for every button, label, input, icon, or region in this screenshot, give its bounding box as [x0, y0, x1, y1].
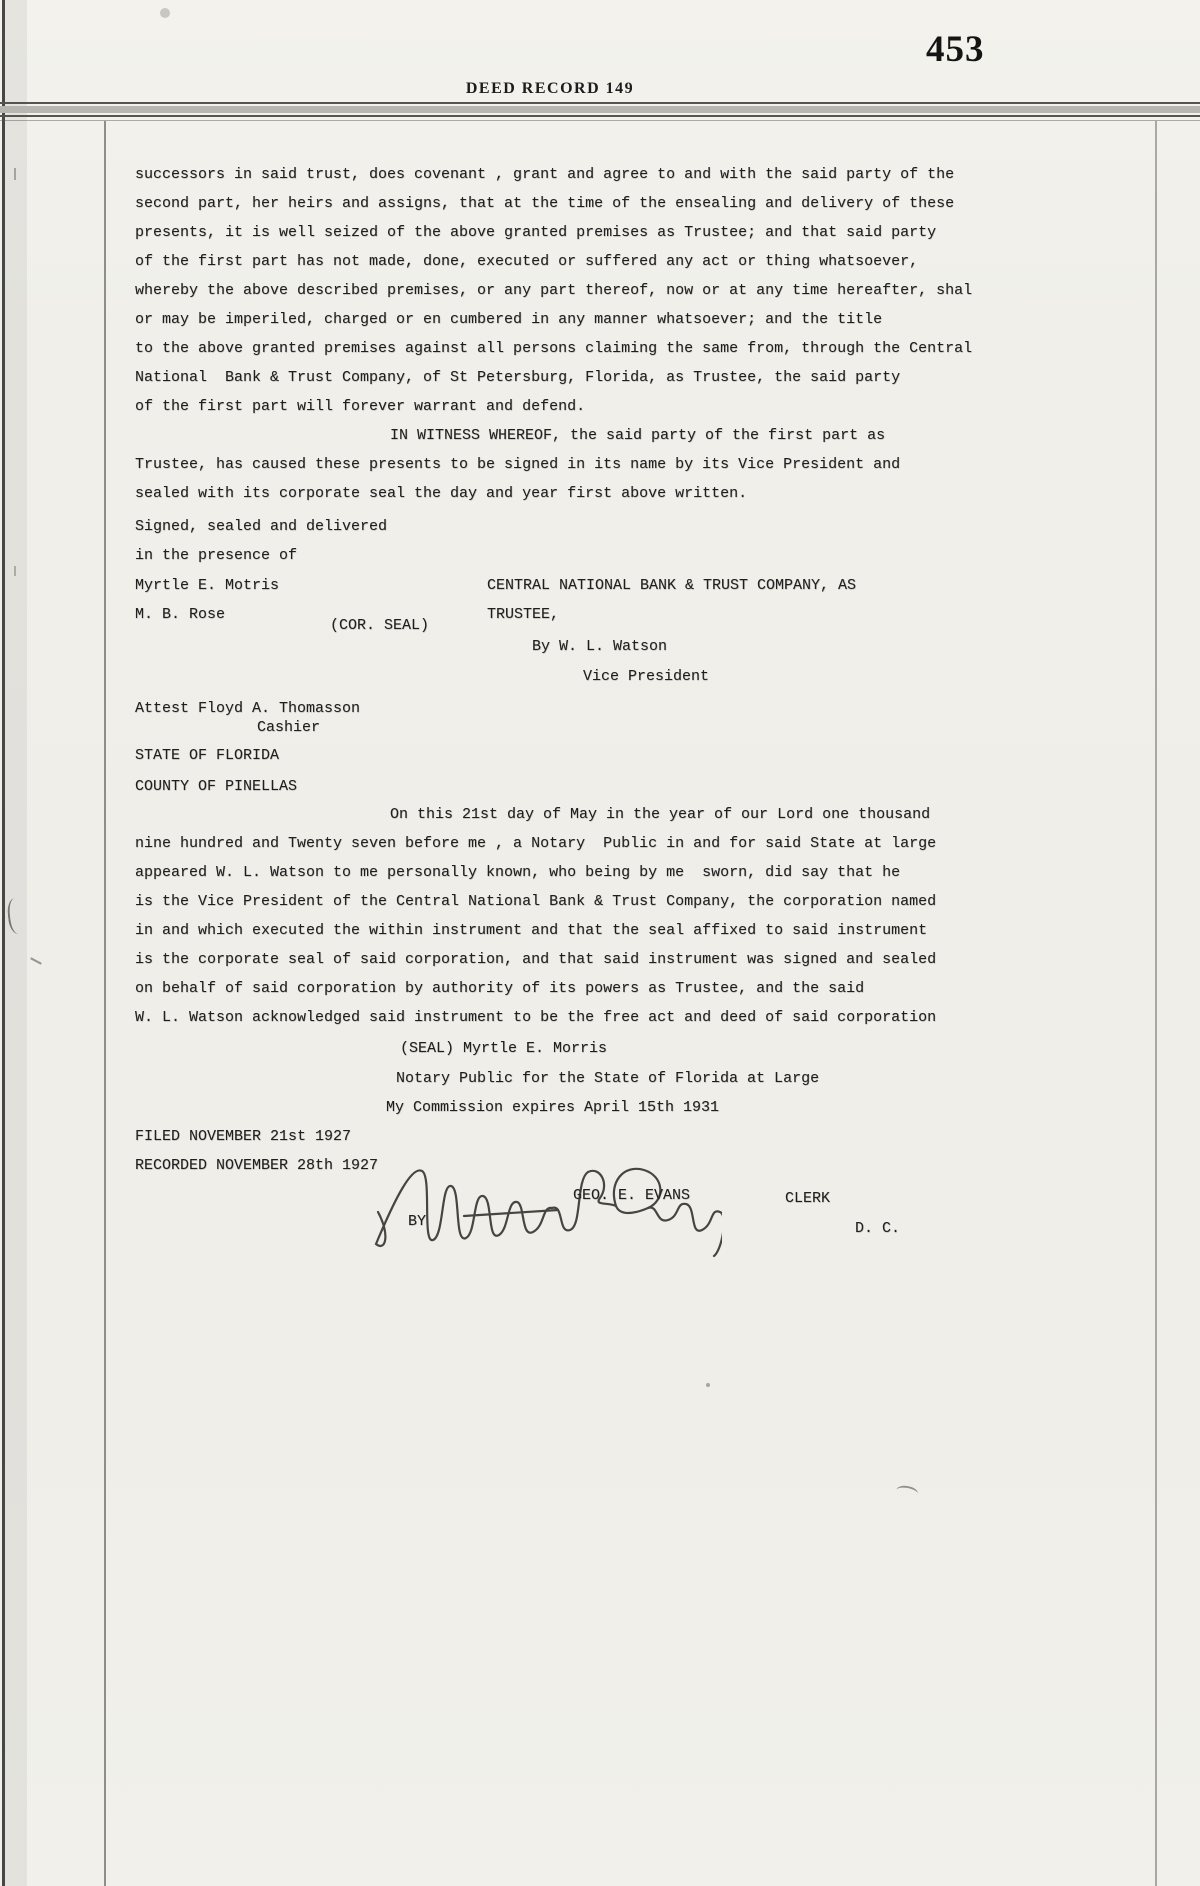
notary-block-line: appeared W. L. Watson to me personally known, who being by me sworn, did say that he [135, 864, 901, 881]
notary-block-line: W. L. Watson acknowledged said instrument to be the free act and deed of said corporation [135, 1009, 937, 1026]
witness-block-line: CENTRAL NATIONAL BANK & TRUST COMPANY, AS [487, 577, 857, 594]
deed-body-line: second part, her heirs and assigns, that at the time of the ensealing and delivery of these [135, 195, 955, 212]
deed-body-line: or may be imperiled, charged or en cumbered in any manner whatsoever; and the title [135, 311, 883, 328]
deed-body-line: of the first part will forever warrant and defend. [135, 398, 586, 415]
notary-block-line: (SEAL) Myrtle E. Morris [400, 1040, 608, 1057]
deed-body-line: presents, it is well seized of the above granted premises as Trustee; and that said party [135, 224, 937, 241]
deed-body-line: National Bank & Trust Company, of St Petersburg, Florida, as Trustee, the said party [135, 369, 901, 386]
filing-block-line: RECORDED NOVEMBER 28th 1927 [135, 1157, 379, 1174]
witness-block-line: (COR. SEAL) [330, 617, 430, 634]
notary-block-line: is the Vice President of the Central National Bank & Trust Company, the corporation named [135, 893, 937, 910]
deed-body-line: Trustee, has caused these presents to be signed in its name by its Vice President and [135, 456, 901, 473]
scan-shadow-band [5, 0, 27, 1886]
notary-block-line: nine hundred and Twenty seven before me , a Notary Public in and for said State at large [135, 835, 937, 852]
scan-artifact-smudge [160, 8, 170, 18]
deed-body-line: whereby the above described premises, or any part thereof, now or at any time hereafter, shal [135, 282, 973, 299]
running-head-title: DEED RECORD 149 [465, 80, 635, 97]
deed-body-line: IN WITNESS WHEREOF, the said party of the first part as [390, 427, 886, 444]
filing-block-line: CLERK [785, 1190, 831, 1207]
notary-block-line: STATE OF FLORIDA [135, 747, 280, 764]
witness-block-line: Signed, sealed and delivered [135, 518, 388, 535]
left-margin-rule [104, 121, 106, 1886]
filing-block-line: FILED NOVEMBER 21st 1927 [135, 1128, 352, 1145]
notary-block-line: COUNTY OF PINELLAS [135, 778, 298, 795]
scan-artifact-tick [30, 957, 42, 964]
deed-body-line: of the first part has not made, done, executed or suffered any act or thing whatsoever, [135, 253, 919, 270]
filing-block-line: BY [408, 1213, 427, 1230]
witness-block-line: TRUSTEE, [487, 606, 560, 623]
top-rule-band [0, 106, 1200, 113]
clerk-handwritten-signature-icon [372, 1162, 722, 1267]
witness-block-line: Vice President [583, 668, 710, 685]
notary-block-line: My Commission expires April 15th 1931 [386, 1099, 720, 1116]
witness-block-line: M. B. Rose [135, 606, 226, 623]
witness-block-line: Cashier [257, 719, 321, 736]
top-rule-lower [0, 115, 1200, 117]
filing-block-line: D. C. [855, 1220, 901, 1237]
scan-artifact-tick [14, 168, 16, 180]
notary-block-line: On this 21st day of May in the year of our Lord one thousand [390, 806, 931, 823]
notary-block-line: is the corporate seal of said corporation, and that said instrument was signed and sealed [135, 951, 937, 968]
right-margin-rule [1155, 121, 1157, 1886]
witness-block-line: in the presence of [135, 547, 298, 564]
top-rule-faint [0, 120, 1200, 121]
witness-block-line: Myrtle E. Motris [135, 577, 280, 594]
deed-body-line: to the above granted premises against all persons claiming the same from, through the Central [135, 340, 973, 357]
filing-block-line: GEO. E. EVANS [573, 1187, 691, 1204]
deed-body-line: sealed with its corporate seal the day and year first above written. [135, 485, 748, 502]
witness-block-line: By W. L. Watson [532, 638, 668, 655]
notary-block-line: in and which executed the within instrument and that the seal affixed to said instrument [135, 922, 928, 939]
deed-body-line: successors in said trust, does covenant , grant and agree to and with the said party of the [135, 166, 955, 183]
notary-block-line: Notary Public for the State of Florida at Large [396, 1070, 820, 1087]
scan-artifact-curve [895, 1484, 919, 1500]
scan-artifact-dot [706, 1383, 710, 1387]
top-rule-upper [0, 102, 1200, 104]
page-number: 453 [926, 29, 985, 70]
witness-block-line: Attest Floyd A. Thomasson [135, 700, 361, 717]
scan-artifact-tick [14, 566, 16, 576]
notary-block-line: on behalf of said corporation by authority of its powers as Trustee, and the said [135, 980, 865, 997]
